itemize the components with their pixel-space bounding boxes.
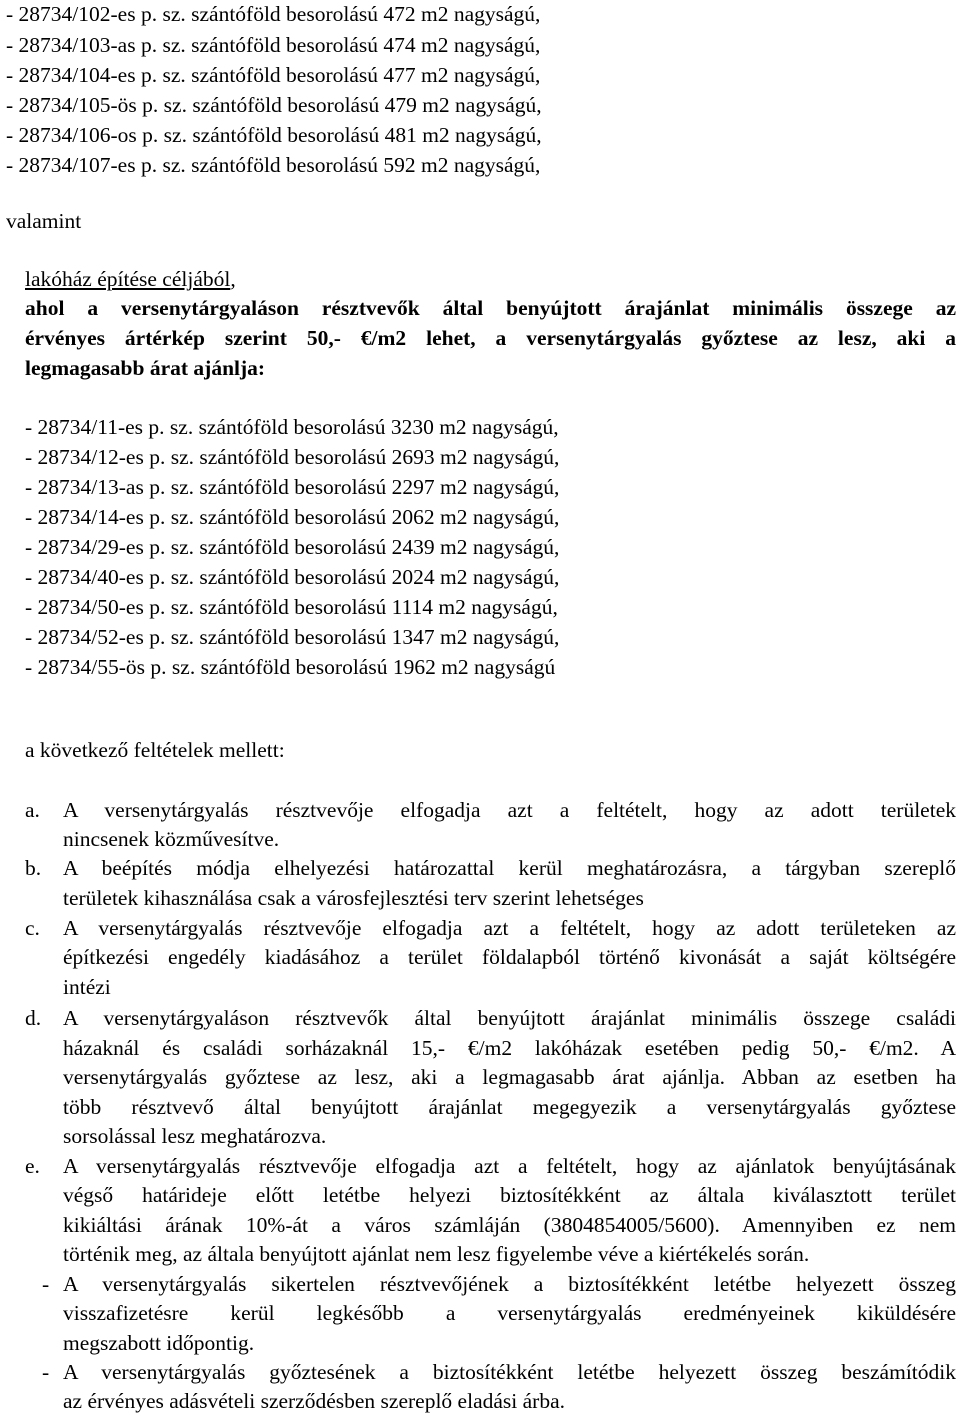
condition-d-line: több résztvevő által benyújtott árajánlat megegyezik a versenytárgyalás győztese xyxy=(63,1097,956,1119)
parcel-item: - 28734/11-es p. sz. szántóföld besorolású 3230 m2 nagyságú, xyxy=(25,415,559,439)
parcel-item: - 28734/12-es p. sz. szántóföld besorolású 2693 m2 nagyságú, xyxy=(25,445,560,469)
parcel-item: - 28734/40-es p. sz. szántóföld besorolású 2024 m2 nagyságú, xyxy=(25,565,560,589)
parcel-item: - 28734/105-ös p. sz. szántóföld besorolású 479 m2 nagyságú, xyxy=(6,93,542,117)
purpose-bold-line: érvényes ártérkép szerint 50,- €/m2 lehet, a versenytárgyalás győztese az lesz, aki a xyxy=(25,328,956,350)
condition-d-line: sorsolással lesz meghatározva. xyxy=(63,1124,327,1148)
condition-e-line: végső határideje előtt letétbe helyezi biztosítékként az általa kiválasztott terület xyxy=(63,1185,956,1207)
valamint-text: valamint xyxy=(6,209,82,233)
sub-bullet-marker: - xyxy=(42,1272,50,1296)
condition-marker-a: a. xyxy=(25,798,40,822)
parcel-item: - 28734/50-es p. sz. szántóföld besorolású 1114 m2 nagyságú, xyxy=(25,595,558,619)
parcel-item: - 28734/29-es p. sz. szántóföld besorolású 2439 m2 nagyságú, xyxy=(25,535,560,559)
parcel-item: - 28734/55-ös p. sz. szántóföld besorolású 1962 m2 nagyságú xyxy=(25,655,556,679)
condition-e-line: A versenytárgyalás résztvevője elfogadja azt a feltételt, hogy az ajánlatok benyújtásának xyxy=(63,1156,956,1178)
condition-a-line: nincsenek közművesítve. xyxy=(63,827,280,851)
parcel-item: - 28734/107-es p. sz. szántóföld besorolású 592 m2 nagyságú, xyxy=(6,153,541,177)
condition-marker-d: d. xyxy=(25,1006,42,1030)
purpose-underlined: lakóház építése céljából xyxy=(25,267,231,291)
parcel-item: - 28734/106-os p. sz. szántóföld besorolású 481 m2 nagyságú, xyxy=(6,123,542,147)
parcel-item: - 28734/52-es p. sz. szántóföld besorolású 1347 m2 nagyságú, xyxy=(25,625,560,649)
purpose-bold-line: legmagasabb árat ajánlja: xyxy=(25,356,266,380)
condition-c-line: intézi xyxy=(63,975,111,999)
parcel-item: - 28734/103-as p. sz. szántóföld besorolású 474 m2 nagyságú, xyxy=(6,33,541,57)
condition-d-line: házaknál és családi sorházaknál 15,- €/m2 lakóházak esetében pedig 50,- €/m2. A xyxy=(63,1038,956,1060)
condition-marker-e: e. xyxy=(25,1154,40,1178)
condition-e-line: történik meg, az általa benyújtott ajánlat nem lesz figyelembe véve a kiértékelés során. xyxy=(63,1242,810,1266)
condition-a-line: A versenytárgyalás résztvevője elfogadja azt a feltételt, hogy az adott területek xyxy=(63,800,956,822)
purpose-heading xyxy=(25,269,236,291)
sub-bullet-line: A versenytárgyalás sikertelen résztvevőjének a biztosítékként letétbe helyezett összeg xyxy=(63,1274,956,1296)
purpose-bold-line: ahol a versenytárgyaláson résztvevők által benyújtott árajánlat minimális összege az xyxy=(25,298,956,320)
condition-b-line: A beépítés módja elhelyezési határozattal kerül meghatározásra, a tárgyban szereplő xyxy=(63,858,956,880)
condition-c-line: építkezési engedély kiadásához a terület földalapból történő kivonását a saját költségére xyxy=(63,947,956,969)
sub-bullet-line: visszafizetésre kerül legkésőbb a versenytárgyalás eredményeinek kiküldésére xyxy=(63,1303,956,1325)
parcel-item: - 28734/102-es p. sz. szántóföld besorolású 472 m2 nagyságú, xyxy=(6,2,541,26)
condition-marker-b: b. xyxy=(25,856,42,880)
condition-d-line: A versenytárgyaláson résztvevők által benyújtott árajánlat minimális összege családi xyxy=(63,1008,956,1030)
sub-bullet-line: A versenytárgyalás győztesének a biztosítékként letétbe helyezett összeg beszámítódik xyxy=(63,1362,956,1384)
parcel-item: - 28734/104-es p. sz. szántóföld besorolású 477 m2 nagyságú, xyxy=(6,63,541,87)
purpose-comma: , xyxy=(230,267,236,291)
conditions-intro: a következő feltételek mellett: xyxy=(25,738,285,762)
parcel-item: - 28734/14-es p. sz. szántóföld besorolású 2062 m2 nagyságú, xyxy=(25,505,560,529)
sub-bullet-line: az érvényes adásvételi szerződésben szereplő eladási árba. xyxy=(63,1389,565,1413)
sub-bullet-marker: - xyxy=(42,1360,50,1384)
condition-e-line: kikiáltási árának 10%-át a város számláján (3804854005/5600). Amennyiben ez nem xyxy=(63,1215,956,1237)
condition-d-line: versenytárgyalás győztese az lesz, aki a legmagasabb árat ajánlja. Abban az esetben ha xyxy=(63,1067,956,1089)
condition-c-line: A versenytárgyalás résztvevője elfogadja azt a feltételt, hogy az adott területeken az xyxy=(63,918,956,940)
parcel-item: - 28734/13-as p. sz. szántóföld besorolású 2297 m2 nagyságú, xyxy=(25,475,560,499)
sub-bullet-line: megszabott időpontig. xyxy=(63,1331,255,1355)
condition-b-line: területek kihasználása csak a városfejlesztési terv szerint lehetséges xyxy=(63,886,644,910)
condition-marker-c: c. xyxy=(25,916,40,940)
